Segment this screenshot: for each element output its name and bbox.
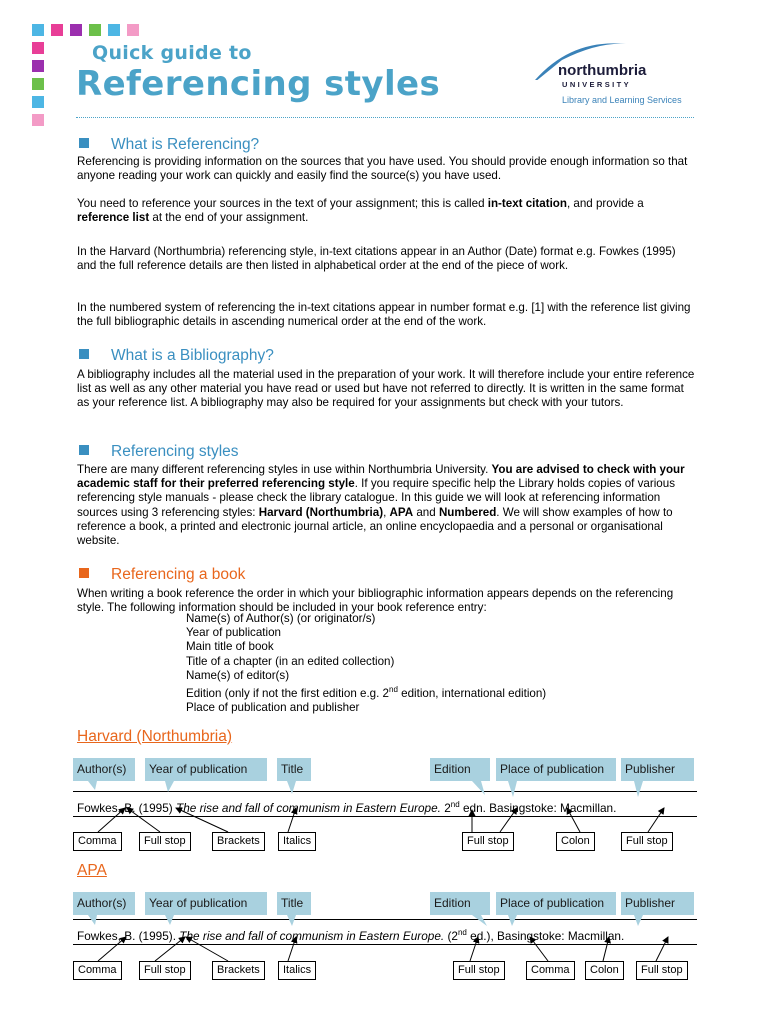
apa-box-fullstop: Full stop [453, 961, 505, 980]
heading-referencing-styles: Referencing styles [79, 443, 239, 461]
harvard-label-publisher: Publisher [621, 758, 694, 781]
list-item: Year of publication [186, 626, 281, 640]
apa-box-brackets: Brackets [212, 961, 265, 980]
styles-paragraph: There are many different referencing styles in use within Northumbria University. You are advised to check with your academic staff for their preferred referencing style. If you require specific help the Library holds copies of various referencing style manuals - please check the library catalogue. In this guide we will look at referencing information sources using 3 referencing styles: Harvard (Northumbria), APA and Numbered. We will show examples of how to reference a book, a printed and electronic journal article, an online encyclopaedia and a personal or organisational website. [77, 463, 685, 548]
apa-box-comma: Comma [526, 961, 575, 980]
heading-referencing: What is Referencing? [79, 136, 259, 154]
harvard-box-brackets: Brackets [212, 832, 265, 851]
apa-label-edition: Edition [430, 892, 490, 915]
harvard-box-colon: Colon [556, 832, 595, 851]
list-item: Place of publication and publisher [186, 701, 360, 715]
apa-box-fullstop: Full stop [139, 961, 191, 980]
harvard-label-title: Title [277, 758, 311, 781]
referencing-paragraph-2: You need to reference your sources in the text of your assignment; this is called in-text citation, and provide a reference list at the end of your assignment. [77, 197, 644, 225]
harvard-label-year: Year of publication [145, 758, 267, 781]
referencing-paragraph-4: In the numbered system of referencing the in-text citations appear in number format e.g. [1] with the reference list giving the full bibliographic details in ascending numerical order at the end of the work. [77, 301, 691, 329]
apa-label-title: Title [277, 892, 311, 915]
book-intro: When writing a book reference the order in which your bibliographic information appears depends on the referencing style. The following information should be included in your book reference entry: [77, 587, 674, 615]
apa-box-colon: Colon [585, 961, 624, 980]
apa-reference-line: Fowkes, B. (1995). The rise and fall of communism in Eastern Europe. (2nd ed.), Basingstoke: Macmillan. [73, 919, 697, 945]
apa-label-place: Place of publication [496, 892, 616, 915]
list-item: Name(s) of Author(s) (or originator/s) [186, 612, 376, 625]
harvard-box-comma: Comma [73, 832, 122, 851]
apa-label-year: Year of publication [145, 892, 267, 915]
referencing-paragraph-3: In the Harvard (Northumbria) referencing style, in-text citations appear in an Author (Date) format e.g. Fowkes (1995) and the full reference details are then listed in alphabetical order at the end of the piece of work. [77, 245, 676, 273]
harvard-box-fullstop: Full stop [139, 832, 191, 851]
harvard-reference-line: Fowkes, B. (1995) The rise and fall of communism in Eastern Europe. 2nd edn. Basingstoke: Macmillan. [73, 791, 697, 817]
apa-box-fullstop: Full stop [636, 961, 688, 980]
logo-name: northumbria [558, 62, 647, 79]
heading-referencing-book: Referencing a book [79, 566, 245, 584]
page-title: Referencing styles [76, 64, 441, 104]
logo-tagline: Library and Learning Services [562, 95, 682, 105]
apa-box-italics: Italics [278, 961, 316, 980]
harvard-box-fullstop: Full stop [621, 832, 673, 851]
apa-label-author: Author(s) [73, 892, 135, 915]
title-small: Quick guide to [92, 42, 252, 64]
logo-university: UNIVERSITY [562, 80, 632, 89]
list-item: Edition (only if not the first edition e.g. 2nd edition, international edition) [186, 685, 547, 700]
harvard-label-edition: Edition [430, 758, 490, 781]
heading-bibliography: What is a Bibliography? [79, 347, 274, 365]
apa-label-publisher: Publisher [621, 892, 694, 915]
harvard-box-italics: Italics [278, 832, 316, 851]
harvard-heading: Harvard (Northumbria) [77, 728, 233, 745]
referencing-paragraph-1: Referencing is providing information on the sources that you have used. You should provide enough information so that anyone reading your work can quickly and easily find the source(s) you have used. [77, 155, 688, 183]
list-item: Name(s) of editor(s) [186, 668, 290, 682]
list-item: Title of a chapter (in an edited collection) [186, 654, 395, 668]
bibliography-paragraph: A bibliography includes all the material used in the preparation of your work. It will therefore include your entire reference list as well as any other material you have read or used but have not referred to directly. It is written in the same format as your reference list. A bibliography may also be required for your assignments but check with your tutors. [77, 368, 695, 410]
harvard-box-fullstop: Full stop [462, 832, 514, 851]
list-item: Main title of book [186, 640, 274, 654]
apa-box-comma: Comma [73, 961, 122, 980]
apa-heading: APA [77, 862, 107, 879]
harvard-label-place: Place of publication [496, 758, 616, 781]
harvard-label-author: Author(s) [73, 758, 135, 781]
